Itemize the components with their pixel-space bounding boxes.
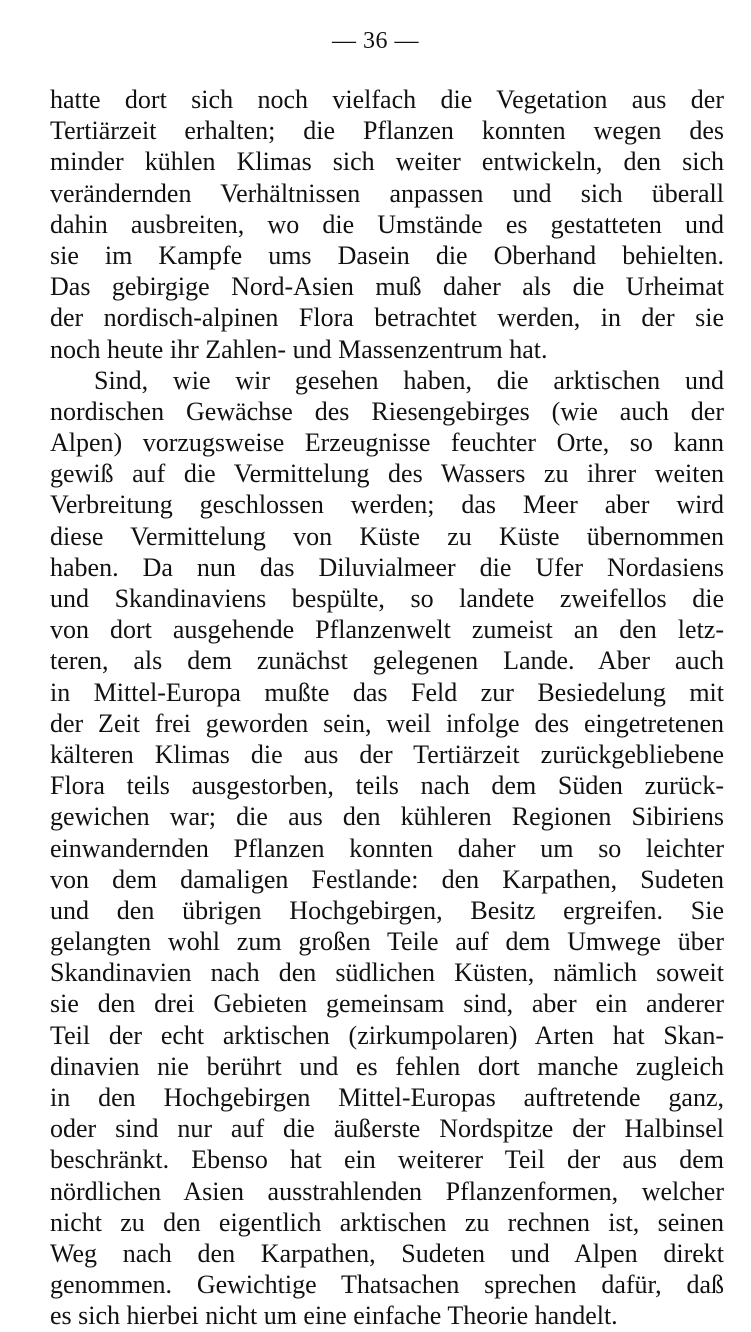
text-line: Teil der echt arktischen (zirkumpolaren) Arten hat Skan- [50,1020,724,1050]
paragraph-start-line: Sind, wie wir gesehen haben, die arktischen und [94,365,724,395]
text-line: in Mittel-Europa mußte das Feld zur Besiedelung mit [50,677,724,707]
text-line: nördlichen Asien ausstrahlenden Pflanzenformen, welcher [50,1176,724,1206]
text-line: gelangten wohl zum großen Teile auf dem Umwege über [50,927,724,957]
text-line: von dem damaligen Festlande: den Karpathen, Sudeten [50,864,724,894]
text-line: kälteren Klimas die aus der Tertiärzeit zurückgebliebene [50,739,724,769]
text-line: gewichen war; die aus den kühleren Regionen Sibiriens [50,802,724,832]
paragraph-end-line: es sich hierbei nicht um eine einfache Theorie handelt. [50,1301,618,1331]
text-line: Das gebirgige Nord-Asien muß daher als die Urheimat [50,272,724,302]
text-line: dahin ausbreiten, wo die Umstände es gestatteten und [50,209,724,239]
text-line: und Skandinaviens bespülte, so landete zweifellos die [50,584,724,613]
text-line: Flora teils ausgestorben, teils nach dem Süden zurück- [50,771,724,801]
text-line: Weg nach den Karpathen, Sudeten und Alpen direkt [50,1238,724,1268]
text-line: haben. Da nun das Diluvialmeer die Ufer Nordasiens [50,552,724,582]
body-text [50,84,724,1332]
text-line: einwandernden Pflanzen konnten daher um so leichter [50,833,724,863]
text-line: oder sind nur auf die äußerste Nordspitze der Halbinsel [50,1114,724,1144]
text-line: minder kühlen Klimas sich weiter entwickeln, den sich [50,147,724,177]
text-line: und den übrigen Hochgebirgen, Besitz ergreifen. Sie [50,895,724,925]
text-line: Verbreitung geschlossen werden; das Meer aber wird [50,490,724,520]
text-line: nordischen Gewächse des Riesengebirges (wie auch der [50,396,724,426]
text-line: diese Vermittelung von Küste zu Küste übernommen [50,521,724,551]
text-line: gewiß auf die Vermittelung des Wassers zu ihrer weiten [50,459,724,489]
text-line: sie den drei Gebieten gemeinsam sind, aber ein anderer [50,989,724,1019]
text-line: hatte dort sich noch vielfach die Vegetation aus der [50,85,724,114]
text-line: Tertiärzeit erhalten; die Pflanzen konnten wegen des [50,116,724,146]
paragraph-end-line: noch heute ihr Zahlen- und Massenzentrum hat. [50,334,548,364]
text-line: teren, als dem zunächst gelegenen Lande. Aber auch [50,646,724,676]
text-line: von dort ausgehende Pflanzenwelt zumeist an den letz- [50,615,724,645]
text-line: verändernden Verhältnissen anpassen und sich überall [50,178,724,208]
text-line: der Zeit frei geworden sein, weil infolge des eingetretenen [50,708,724,738]
text-line: der nordisch-alpinen Flora betrachtet werden, in der sie [50,303,724,333]
text-line: nicht zu den eigentlich arktischen zu rechnen ist, seinen [50,1207,724,1237]
text-line: genommen. Gewichtige Thatsachen sprechen dafür, daß [50,1270,724,1300]
text-line: in den Hochgebirgen Mittel-Europas auftretende ganz, [50,1083,724,1112]
text-line: dinavien nie berührt und es fehlen dort manche zugleich [50,1051,724,1081]
text-line: Skandinavien nach den südlichen Küsten, nämlich soweit [50,958,724,988]
text-line: beschränkt. Ebenso hat ein weiterer Teil der aus dem [50,1145,724,1175]
text-line: Alpen) vorzugsweise Erzeugnisse feuchter Orte, so kann [50,428,724,458]
page-number: — 36 — [332,28,419,54]
text-line: sie im Kampfe ums Dasein die Oberhand behielten. [50,240,724,270]
